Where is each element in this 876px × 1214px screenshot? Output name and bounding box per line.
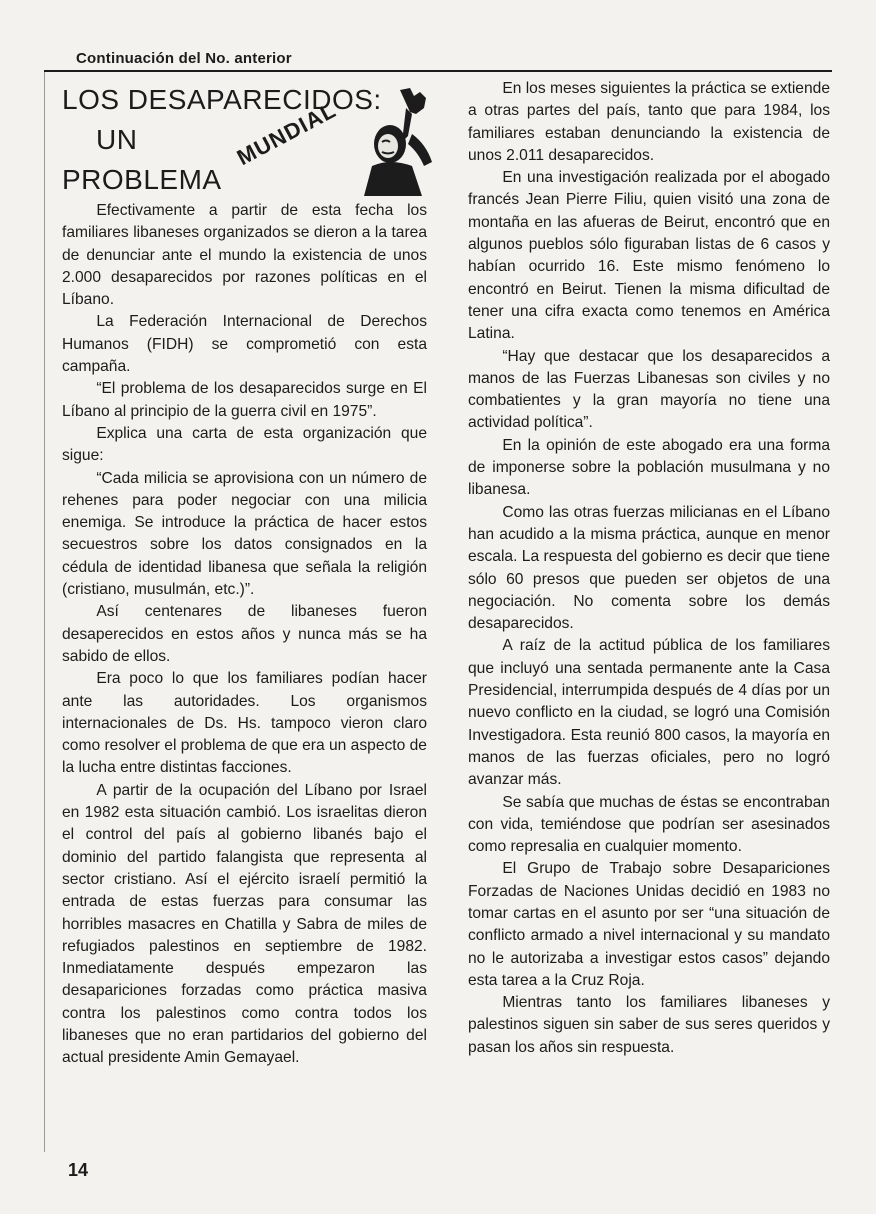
paragraph: Mientras tanto los familiares libaneses y palestinos siguen sin saber de sus seres queridos y pasan los años sin respuesta. <box>468 994 830 1056</box>
paragraph: La Federación Internacional de Derechos Humanos (FIDH) se comprometió con esta campaña. <box>62 313 427 376</box>
page-number: 14 <box>68 1160 89 1180</box>
paragraph: Explica una carta de esta organización que sigue: <box>62 424 427 465</box>
title-overlay-word: MUNDIAL <box>232 97 341 171</box>
paragraph: Efectivamente a partir de esta fecha los familiares libaneses organizados se dieron a la tarea de denunciar ante el mundo la existencia de unos 2.000 desaparecidos por razones políticas en el Líbano. <box>62 202 427 309</box>
article-column-left <box>62 200 427 1070</box>
title-line-2: UN <box>96 124 138 155</box>
paragraph: “El problema de los desaparecidos surge en El Líbano al principio de la guerra civil en 1975”. <box>62 380 427 420</box>
paragraph: “Hay que destacar que los desaparecidos a manos de las Fuerzas Libanesas son civiles y no combatientes y la gran mayoría no tiene una actividad política”. <box>468 347 830 432</box>
paragraph: En una investigación realizada por el abogado francés Jean Pierre Filiu, quien visitó una zona de montaña en las afueras de Beirut, encontró que en algunos pueblos sólo figuraban listas de 6 casos y habían ocurrido 16. Este mismo fenómeno lo encontró en Beirut. Tienen la misma dificultad de tener una cifra exacta como tenemos en América Latina. <box>468 169 830 343</box>
paragraph: Así centenares de libaneses fueron desaperecidos en estos años y nunca más se ha sabido de ellos. <box>62 603 427 665</box>
paragraph: A partir de la ocupación del Líbano por Israel en 1982 esta situación cambió. Los israelitas dieron el control del país al gobierno libanés bajo el dominio del partido falangista que representa al sector cristiano. Así el ejército israelí permitió la entrada de estas fuerzas para consumar las horribles masacres en Chatilla y Sabra de miles de refugiados palestinos en septiembre de 1982. Inmediatamente después empezaron las desapariciones forzadas como práctica masiva contra los palestinos como contra todos los libaneses que no eran partidarios del gobierno del actual presidente Amin Gemayael. <box>62 781 427 1067</box>
raised-fist-figure-icon <box>352 86 440 198</box>
paragraph: “Cada milicia se aprovisiona con un número de rehenes para poder negociar con una milicia enemiga. Se introduce la práctica de hacer estos secuestros sobre los datos consignados en la cédula de identidad libanesa que señala la religión (cristiano, musulmán, etc.)”. <box>62 469 427 599</box>
header-rule <box>44 70 832 72</box>
paragraph: A raíz de la actitud pública de los familiares que incluyó una sentada permanente ante la Casa Presidencial, interrumpida después de 4 días por un nuevo conflicto en la ciudad, se logró una Comisión Investigadora. Esta reunió 800 casos, la mayoría en manos de las fuerzas oficiales, pero no logró avanzar más. <box>468 637 830 789</box>
article-column-right <box>468 78 830 1059</box>
paragraph: Era poco lo que los familiares podían hacer ante las autoridades. Los organismos internacionales de Ds. Hs. tampoco vieron claro como resolver el problema de que era un aspecto de la lucha entre distintas facciones. <box>62 670 427 777</box>
paragraph: En la opinión de este abogado era una forma de imponerse sobre la población musulmana y no libanesa. <box>468 436 830 499</box>
paragraph: El Grupo de Trabajo sobre Desapariciones Forzadas de Naciones Unidas decidió en 1983 no tomar cartas en el asunto por ser “una situación de conflicto armado a nivel internacional y su mandato no le autorizaba a investigar estos casos” dejando esta tarea a la Cruz Roja. <box>468 860 830 989</box>
title-line-3: PROBLEMA <box>62 164 222 195</box>
paragraph: Se sabía que muchas de éstas se encontraban con vida, temiéndose que podrían ser asesinados como represalia en cualquier momento. <box>468 793 830 856</box>
running-head: Continuación del No. anterior <box>76 50 292 67</box>
paragraph: Como las otras fuerzas milicianas en el Líbano han acudido a la misma práctica, aunque en menor escala. La respuesta del gobierno es decir que tiene sólo 60 presos que pueden ser objetos de una negociación. No comenta sobre los demás desaparecidos. <box>468 503 830 633</box>
frame-border <box>44 72 45 1152</box>
title-line-1: LOS DESAPARECIDOS: <box>62 84 382 115</box>
article-title <box>62 80 392 200</box>
paragraph: En los meses siguientes la práctica se extiende a otras partes del país, tanto que para 1984, los familiares estaban denunciando la existencia de unos 2.011 desaparecidos. <box>468 80 830 164</box>
